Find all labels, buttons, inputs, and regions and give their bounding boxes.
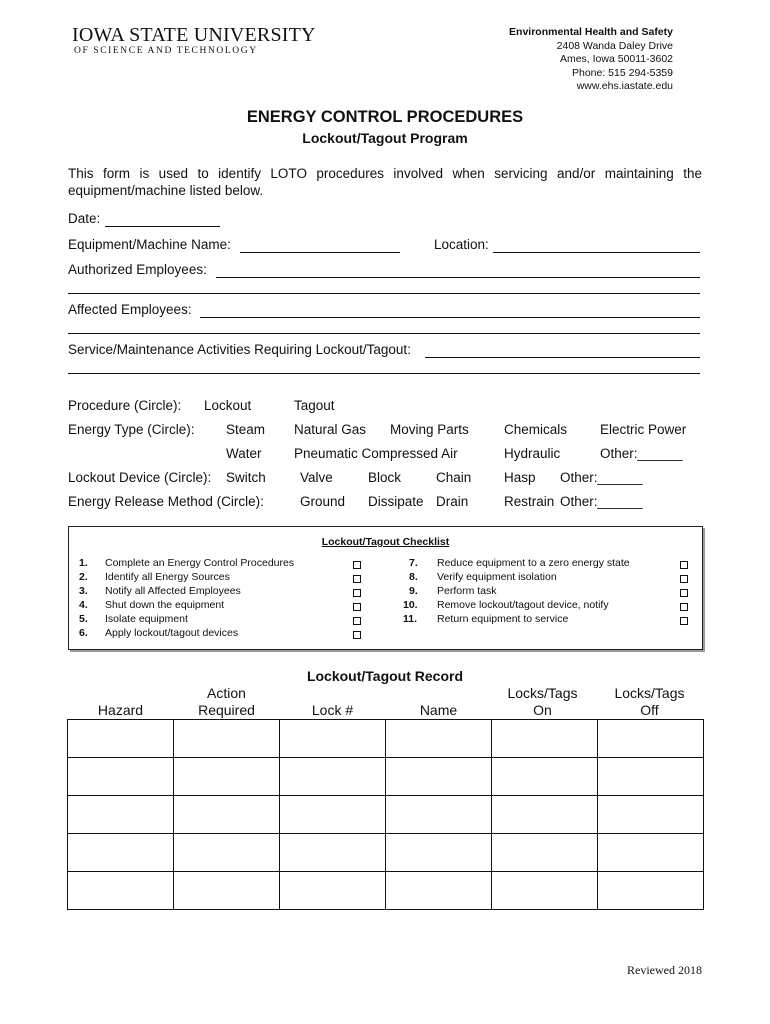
lockout-device-label: Lockout Device (Circle): — [68, 470, 212, 485]
table-row — [68, 834, 704, 872]
energy-option-moving-parts[interactable]: Moving Parts — [390, 422, 469, 437]
equipment-label: Equipment/Machine Name: — [68, 237, 231, 252]
intro-text: This form is used to identify LOTO procedures involved when servicing and/or maintaining the equipment/machine listed below. — [68, 166, 702, 198]
checkbox-icon[interactable] — [353, 561, 361, 569]
table-cell[interactable] — [68, 758, 174, 796]
record-table — [67, 719, 704, 910]
table-cell[interactable] — [386, 720, 492, 758]
table-cell[interactable] — [280, 834, 386, 872]
energy-option-chemicals[interactable]: Chemicals — [504, 422, 568, 437]
table-cell[interactable] — [280, 720, 386, 758]
table-cell[interactable] — [174, 758, 280, 796]
checklist-item: Identify all Energy Sources — [105, 571, 230, 583]
device-option-switch[interactable]: Switch — [226, 470, 266, 485]
checklist-number: 10. — [403, 599, 418, 611]
university-logo: IOWA STATE UNIVERSITY — [72, 24, 316, 46]
table-cell[interactable] — [68, 796, 174, 834]
release-option-dissipate[interactable]: Dissipate — [368, 494, 424, 509]
table-cell[interactable] — [68, 720, 174, 758]
checklist-item: Complete an Energy Control Procedures — [105, 557, 295, 569]
university-logo-subtitle: OF SCIENCE AND TECHNOLOGY — [74, 46, 258, 56]
address-line-1: 2408 Wanda Daley Drive — [556, 39, 673, 52]
column-header-locks-tags-on: Locks/Tags On — [507, 685, 578, 718]
checklist-number: 5. — [79, 613, 88, 625]
device-option-hasp[interactable]: Hasp — [504, 470, 536, 485]
checklist-number: 6. — [79, 627, 88, 639]
checklist-number: 2. — [79, 571, 88, 583]
column-header-locks-tags-off: Locks/Tags Off — [614, 685, 685, 718]
checkbox-icon[interactable] — [353, 575, 361, 583]
column-header-action-required: Action Required — [198, 685, 255, 718]
procedure-option-tagout[interactable]: Tagout — [294, 398, 335, 413]
checklist-number: 9. — [409, 585, 418, 597]
energy-release-label: Energy Release Method (Circle): — [68, 494, 264, 509]
table-cell[interactable] — [598, 796, 704, 834]
checklist-number: 1. — [79, 557, 88, 569]
device-option-valve[interactable]: Valve — [300, 470, 333, 485]
table-row — [68, 758, 704, 796]
affected-employees-field-line-2[interactable] — [68, 333, 700, 334]
table-cell[interactable] — [598, 872, 704, 910]
checklist-number: 7. — [409, 557, 418, 569]
table-cell[interactable] — [280, 758, 386, 796]
energy-option-other[interactable]: Other:______ — [600, 446, 683, 461]
checklist-title: Lockout/Tagout Checklist — [321, 536, 450, 548]
table-cell[interactable] — [174, 796, 280, 834]
column-header-lock-number: Lock # — [311, 702, 354, 718]
website: www.ehs.iastate.edu — [576, 80, 673, 92]
checklist-number: 8. — [409, 571, 418, 583]
department-name: Environmental Health and Safety — [509, 26, 673, 38]
table-row — [68, 720, 704, 758]
procedure-option-lockout[interactable]: Lockout — [204, 398, 252, 413]
authorized-employees-field-line-2[interactable] — [68, 293, 700, 294]
energy-option-natural-gas[interactable]: Natural Gas — [294, 422, 367, 437]
table-cell[interactable] — [68, 834, 174, 872]
service-activities-field[interactable] — [425, 357, 700, 358]
checkbox-icon[interactable] — [680, 589, 688, 597]
affected-employees-label: Affected Employees: — [68, 302, 192, 317]
date-label: Date: — [68, 211, 101, 226]
table-cell[interactable] — [386, 758, 492, 796]
table-cell[interactable] — [280, 796, 386, 834]
checklist-number: 11. — [403, 613, 418, 625]
checkbox-icon[interactable] — [353, 603, 361, 611]
checklist-item: Return equipment to service — [437, 613, 569, 625]
reviewed-date: Reviewed 2018 — [627, 963, 702, 977]
table-row — [68, 796, 704, 834]
table-cell[interactable] — [174, 834, 280, 872]
department-address — [509, 26, 673, 94]
table-cell[interactable] — [386, 834, 492, 872]
address-line-2: Ames, Iowa 50011-3602 — [559, 53, 673, 65]
table-cell[interactable] — [492, 796, 598, 834]
authorized-employees-field[interactable] — [216, 277, 700, 278]
loto-checklist — [68, 526, 703, 650]
checklist-item: Perform task — [437, 585, 497, 597]
service-activities-label: Service/Maintenance Activities Requiring Lockout/Tagout: — [68, 342, 411, 357]
checkbox-icon[interactable] — [680, 603, 688, 611]
checkbox-icon[interactable] — [353, 617, 361, 625]
column-header-name: Name — [419, 702, 458, 718]
checkbox-icon[interactable] — [353, 631, 361, 639]
table-cell[interactable] — [174, 720, 280, 758]
service-activities-field-line-2[interactable] — [68, 373, 700, 374]
checklist-item: Notify all Affected Employees — [105, 585, 241, 597]
table-cell[interactable] — [492, 758, 598, 796]
checklist-item: Isolate equipment — [105, 613, 188, 625]
table-cell[interactable] — [386, 796, 492, 834]
page-subtitle: Lockout/Tagout Program — [302, 130, 468, 146]
authorized-employees-label: Authorized Employees: — [68, 262, 207, 277]
checklist-item: Verify equipment isolation — [437, 571, 557, 583]
phone: Phone: 515 294-5359 — [571, 66, 673, 79]
release-option-ground[interactable]: Ground — [300, 494, 346, 509]
record-title: Lockout/Tagout Record — [306, 668, 464, 684]
checklist-item: Reduce equipment to a zero energy state — [437, 557, 630, 569]
table-cell[interactable] — [174, 872, 280, 910]
energy-option-water[interactable]: Water — [226, 446, 262, 461]
table-cell[interactable] — [492, 872, 598, 910]
release-option-drain[interactable]: Drain — [436, 494, 469, 509]
release-option-other[interactable]: Other:______ — [560, 494, 643, 509]
checkbox-icon[interactable] — [680, 617, 688, 625]
table-row — [68, 872, 704, 910]
checklist-item: Shut down the equipment — [105, 599, 225, 611]
device-option-chain[interactable]: Chain — [436, 470, 472, 485]
checkbox-icon[interactable] — [680, 561, 688, 569]
location-label: Location: — [434, 237, 489, 252]
energy-option-hydraulic[interactable]: Hydraulic — [504, 446, 561, 461]
checklist-item: Apply lockout/tagout devices — [105, 627, 239, 639]
table-cell[interactable] — [598, 834, 704, 872]
table-cell[interactable] — [386, 872, 492, 910]
procedure-label: Procedure (Circle): — [68, 398, 182, 413]
table-cell[interactable] — [280, 872, 386, 910]
energy-option-electric-power[interactable]: Electric Power — [600, 422, 687, 437]
device-option-block[interactable]: Block — [368, 470, 402, 485]
page-title: ENERGY CONTROL PROCEDURES — [246, 108, 524, 126]
checklist-item: Remove lockout/tagout device, notify — [437, 599, 609, 611]
table-cell[interactable] — [492, 720, 598, 758]
checklist-number: 4. — [79, 599, 88, 611]
location-field[interactable] — [493, 252, 700, 253]
table-cell[interactable] — [598, 758, 704, 796]
affected-employees-field[interactable] — [200, 317, 700, 318]
table-cell[interactable] — [68, 872, 174, 910]
column-header-hazard: Hazard — [97, 702, 144, 718]
energy-option-steam[interactable]: Steam — [226, 422, 266, 437]
equipment-field[interactable] — [240, 252, 400, 253]
checklist-number: 3. — [79, 585, 88, 597]
energy-type-label: Energy Type (Circle): — [68, 422, 195, 437]
table-cell[interactable] — [492, 834, 598, 872]
table-cell[interactable] — [598, 720, 704, 758]
checkbox-icon[interactable] — [680, 575, 688, 583]
device-option-other[interactable]: Other:______ — [560, 470, 643, 485]
energy-option-pneumatic-compressed-air[interactable]: Pneumatic Compressed Air — [294, 446, 458, 461]
date-field[interactable] — [105, 226, 220, 227]
release-option-restrain[interactable]: Restrain — [504, 494, 555, 509]
checkbox-icon[interactable] — [353, 589, 361, 597]
